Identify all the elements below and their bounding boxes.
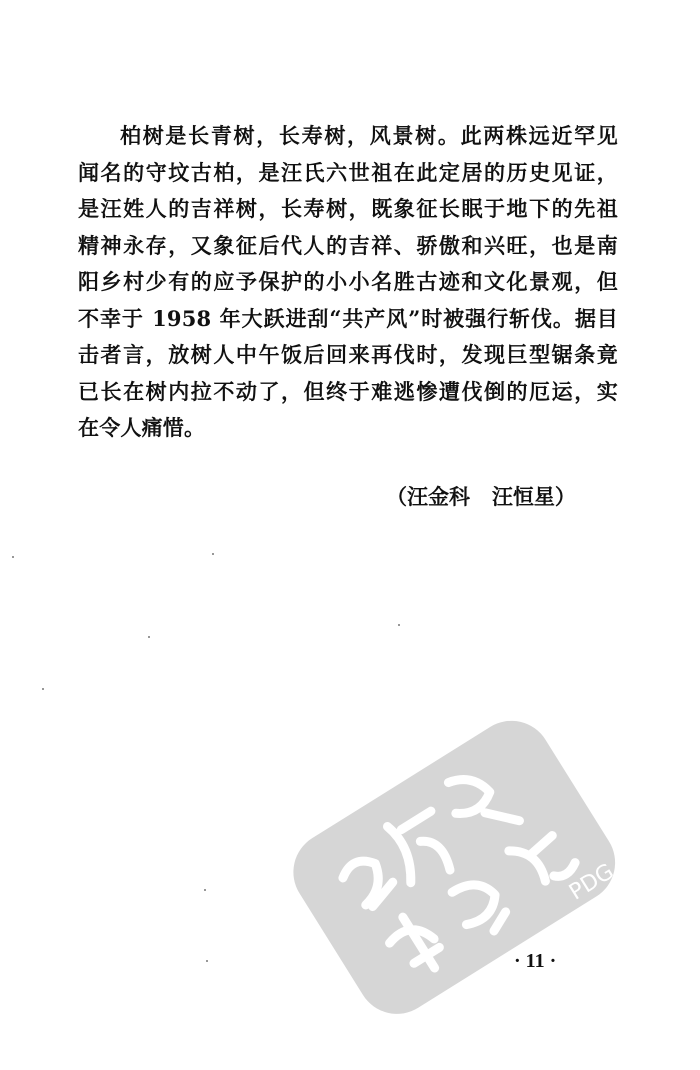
paragraph-line: 击者言，放树人中午饭后回来再伐时，发现巨型锯条竟 (78, 342, 618, 367)
paragraph-line: 不幸于 1958 年大跃进刮“共产风”时被强行斩伐。据目 (78, 305, 618, 331)
paragraph-line: 是汪姓人的吉祥树，长寿树，既象征长眠于地下的先祖 (78, 196, 618, 221)
body-paragraph (78, 118, 618, 447)
library-seal-watermark (270, 700, 630, 1040)
paragraph-line: 闻名的守坟古柏，是汪氏六世祖在此定居的历史见证， (78, 159, 618, 185)
author-byline: （汪金科 汪恒星） (386, 485, 576, 509)
scan-speck (148, 636, 150, 638)
scan-speck (398, 624, 400, 626)
scan-speck (204, 889, 206, 891)
scan-speck (42, 688, 44, 690)
paragraph-line: 精神永存，又象征后代人的吉祥、骄傲和兴旺，也是南 (78, 232, 618, 258)
paragraph-line: 阳乡村少有的应予保护的小小名胜古迹和文化景观，但 (78, 269, 618, 294)
scan-speck (212, 553, 214, 555)
paragraph-line: 已长在树内拉不动了，但终于难逃惨遭伐倒的厄运，实 (78, 378, 618, 404)
scan-speck (206, 960, 208, 962)
page-number: · 11 · (514, 950, 557, 972)
scan-speck (12, 556, 14, 558)
paragraph-line: 在令人痛惜。 (78, 415, 206, 440)
seal-lettering: PDG (565, 859, 619, 906)
paragraph-line: 柏树是长青树，长寿树，风景树。此两株远近罕见 (120, 123, 618, 148)
